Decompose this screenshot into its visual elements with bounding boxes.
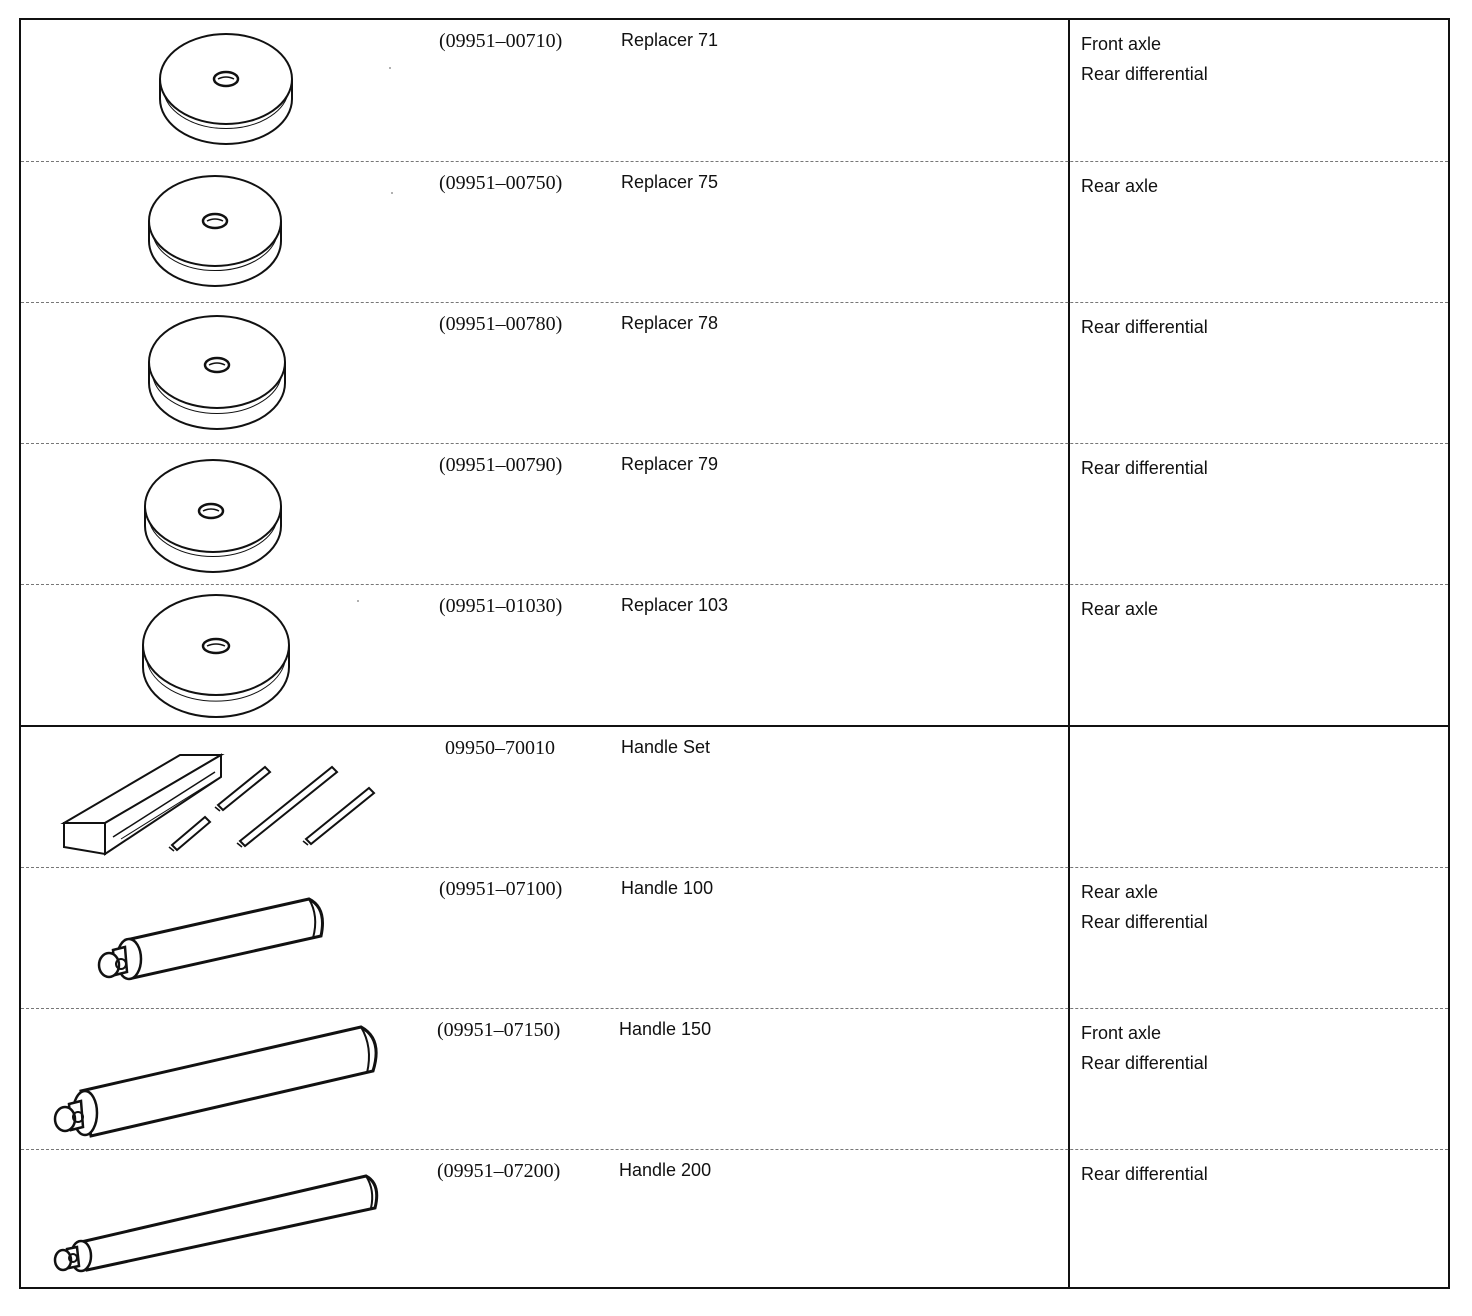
table-row xyxy=(21,868,1448,1009)
table-row xyxy=(21,1150,1448,1291)
usage-item: Rear axle xyxy=(1081,599,1159,619)
scan-speck xyxy=(391,192,393,194)
usage-item: Rear differential xyxy=(1081,1053,1208,1073)
usage-item: Rear differential xyxy=(1081,1164,1208,1184)
tool-name: Replacer 71 xyxy=(621,30,719,50)
part-number: (09951–00780) xyxy=(439,313,563,335)
handle-bar-icon xyxy=(21,1009,431,1150)
special-tools-table xyxy=(19,18,1450,1289)
usage-list xyxy=(1081,29,1208,89)
replacer-disc-icon xyxy=(21,162,431,303)
part-number: (09951–07200) xyxy=(437,1160,561,1182)
table-row xyxy=(21,585,1448,726)
usage-list xyxy=(1081,1159,1208,1189)
tool-name: Replacer 78 xyxy=(621,313,719,333)
usage-item: Front axle xyxy=(1081,1023,1162,1043)
tool-name: Replacer 75 xyxy=(621,172,719,192)
usage-item: Front axle xyxy=(1081,34,1162,54)
replacer-disc-icon xyxy=(21,303,431,444)
usage-list xyxy=(1081,453,1208,483)
scan-speck xyxy=(389,67,391,69)
handle-bar-icon xyxy=(21,1150,431,1291)
usage-list xyxy=(1081,1018,1208,1078)
part-number: (09951–07150) xyxy=(437,1019,561,1041)
table-row xyxy=(21,444,1448,585)
table-row xyxy=(21,1009,1448,1150)
table-row xyxy=(21,727,1448,868)
tool-name: Handle 200 xyxy=(619,1160,712,1180)
usage-item: Rear differential xyxy=(1081,64,1208,84)
replacer-disc-icon xyxy=(21,444,431,585)
usage-item: Rear axle xyxy=(1081,176,1159,196)
usage-list xyxy=(1081,171,1158,201)
replacer-disc-icon xyxy=(21,585,431,726)
usage-list xyxy=(1081,594,1158,624)
tool-name: Handle Set xyxy=(621,737,711,757)
part-number: (09951–01030) xyxy=(439,595,563,617)
usage-list xyxy=(1081,877,1208,937)
handle-set-icon xyxy=(21,727,431,868)
usage-item: Rear axle xyxy=(1081,882,1159,902)
part-number: (09951–00710) xyxy=(439,30,563,52)
table-row xyxy=(21,162,1448,303)
tool-name: Handle 100 xyxy=(621,878,714,898)
usage-item: Rear differential xyxy=(1081,912,1208,932)
usage-list xyxy=(1081,312,1208,342)
table-row xyxy=(21,303,1448,444)
part-number: (09951–07100) xyxy=(439,878,563,900)
usage-item: Rear differential xyxy=(1081,458,1208,478)
tool-name: Handle 150 xyxy=(619,1019,712,1039)
usage-item: Rear differential xyxy=(1081,317,1208,337)
scan-speck xyxy=(357,600,359,602)
tool-name: Replacer 79 xyxy=(621,454,719,474)
replacer-disc-icon xyxy=(21,20,431,161)
part-number: (09951–00790) xyxy=(439,454,563,476)
table-row xyxy=(21,20,1448,161)
handle-bar-icon xyxy=(21,868,431,1009)
part-number: 09950–70010 xyxy=(445,737,555,759)
part-number: (09951–00750) xyxy=(439,172,563,194)
tool-name: Replacer 103 xyxy=(621,595,729,615)
